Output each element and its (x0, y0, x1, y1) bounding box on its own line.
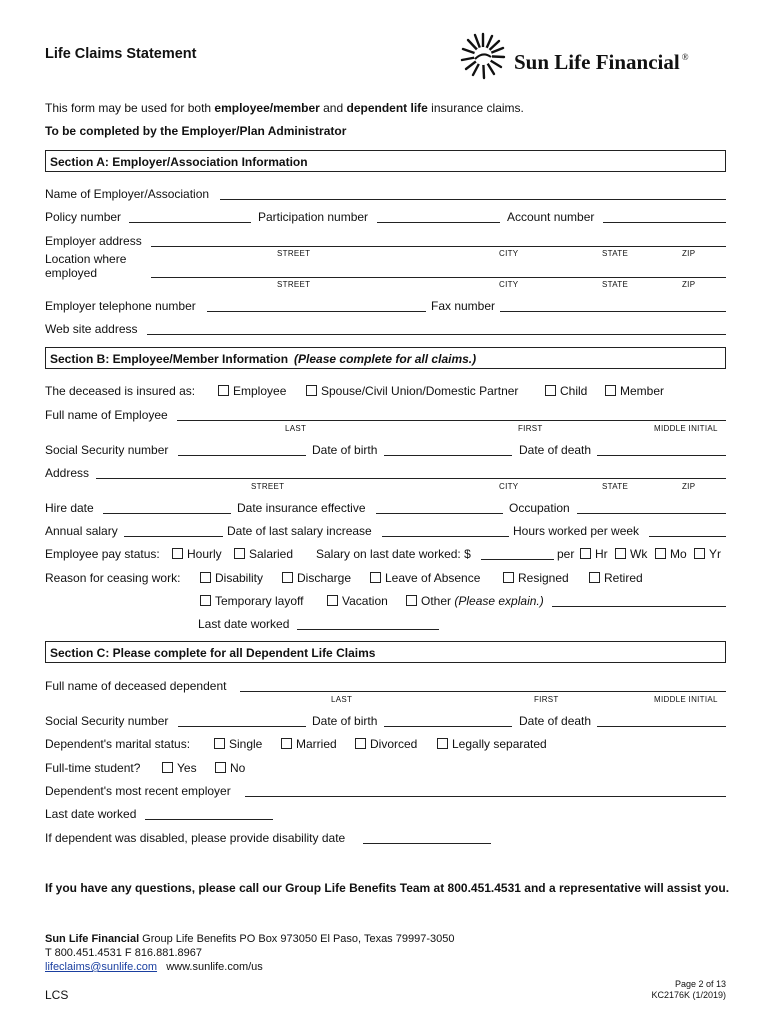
page-title: Life Claims Statement (45, 46, 197, 62)
last-caption: LAST (285, 424, 307, 433)
participation-number-field[interactable] (377, 222, 500, 223)
checkbox[interactable] (215, 762, 226, 773)
email-link[interactable]: lifeclaims@sunlife.com (45, 961, 158, 973)
location-label-line1: Location where (45, 252, 127, 266)
date-effective-field[interactable] (376, 513, 503, 514)
salaried-checkbox[interactable]: Salaried (234, 547, 293, 561)
other-explain-field[interactable] (552, 606, 726, 607)
employee-address-label: Address (45, 466, 90, 480)
hours-week-field[interactable] (649, 536, 726, 537)
employee-dod-label: Date of death (519, 443, 592, 457)
disability-checkbox[interactable]: Disability (200, 571, 263, 585)
dependent-employer-field[interactable] (245, 796, 726, 797)
section-c-header: Section C: Please complete for all Dependent Life Claims (45, 641, 726, 663)
reason-label: Reason for ceasing work: (45, 571, 181, 585)
checkbox[interactable] (503, 572, 514, 583)
vacation-checkbox[interactable]: Vacation (327, 594, 388, 608)
street-caption: STREET (277, 280, 311, 289)
checkbox[interactable] (406, 595, 417, 606)
student-no-checkbox[interactable]: No (215, 761, 245, 775)
last-caption: LAST (331, 695, 353, 704)
child-checkbox[interactable]: Child (545, 384, 587, 398)
street-caption: STREET (251, 482, 285, 491)
insured-as-label: The deceased is insured as: (45, 384, 196, 398)
per-hr-checkbox[interactable]: Hr (580, 547, 608, 561)
student-yes-checkbox[interactable]: Yes (162, 761, 197, 775)
retired-checkbox[interactable]: Retired (589, 571, 643, 585)
section-b-header: Section B: Employee/Member Information (Please complete for all claims.) (45, 347, 726, 369)
checkbox[interactable] (162, 762, 173, 773)
web-link[interactable]: www.sunlife.com/us (166, 961, 263, 973)
dependent-ssn-field[interactable] (178, 726, 306, 727)
dependent-last-worked-label: Last date worked (45, 807, 137, 821)
checkbox[interactable] (200, 572, 211, 583)
city-caption: CITY (499, 482, 519, 491)
checkbox[interactable] (370, 572, 381, 583)
dependent-name-label: Full name of deceased dependent (45, 679, 227, 693)
leave-checkbox[interactable]: Leave of Absence (370, 571, 480, 585)
divorced-checkbox[interactable]: Divorced (355, 737, 417, 751)
date-effective-label: Date insurance effective (237, 501, 366, 515)
page-number: Page 2 of 13 (674, 979, 726, 989)
checkbox[interactable] (234, 548, 245, 559)
per-wk-checkbox[interactable]: Wk (615, 547, 647, 561)
last-date-worked-field[interactable] (297, 629, 439, 630)
checkbox[interactable] (580, 548, 591, 559)
company-contact (45, 961, 263, 973)
spouse-checkbox[interactable]: Spouse/Civil Union/Domestic Partner (306, 384, 518, 398)
per-label: per (557, 547, 575, 561)
state-caption: STATE (602, 482, 629, 491)
checkbox[interactable] (218, 385, 229, 396)
temp-layoff-checkbox[interactable]: Temporary layoff (200, 594, 303, 608)
checkbox[interactable] (655, 548, 666, 559)
dependent-dod-field[interactable] (597, 726, 726, 727)
telephone-label: Employer telephone number (45, 299, 196, 313)
occupation-field[interactable] (577, 513, 726, 514)
middle-initial-caption: MIDDLE INITIAL (654, 695, 718, 704)
checkbox[interactable] (545, 385, 556, 396)
sun-icon (458, 30, 508, 82)
completed-by-heading: To be completed by the Employer/Plan Administrator (45, 124, 347, 138)
location-field[interactable] (151, 277, 726, 278)
fulltime-student-label: Full-time student? (45, 761, 141, 775)
employee-dod-field[interactable] (597, 455, 726, 456)
single-checkbox[interactable]: Single (214, 737, 262, 751)
checkbox[interactable] (282, 572, 293, 583)
zip-caption: ZIP (682, 482, 696, 491)
dependent-last-worked-field[interactable] (145, 819, 273, 820)
last-increase-field[interactable] (382, 536, 509, 537)
participation-number-label: Participation number (258, 210, 369, 224)
company-phone: T 800.451.4531 F 816.881.8967 (45, 947, 202, 959)
checkbox[interactable] (589, 572, 600, 583)
form-code: LCS (45, 988, 69, 1002)
last-increase-label: Date of last salary increase (227, 524, 372, 538)
state-caption: STATE (602, 280, 629, 289)
salary-last-label: Salary on last date worked: $ (316, 547, 471, 561)
employee-full-name-field[interactable] (177, 420, 726, 421)
checkbox[interactable] (355, 738, 366, 749)
per-mo-checkbox[interactable]: Mo (655, 547, 687, 561)
fax-label: Fax number (431, 299, 496, 313)
pay-status-label: Employee pay status: (45, 547, 160, 561)
dependent-dob-label: Date of birth (312, 714, 378, 728)
separated-checkbox[interactable]: Legally separated (437, 737, 547, 751)
dependent-ssn-label: Social Security number (45, 714, 169, 728)
hire-date-label: Hire date (45, 501, 94, 515)
resigned-checkbox[interactable]: Resigned (503, 571, 569, 585)
married-checkbox[interactable]: Married (281, 737, 337, 751)
employee-dob-field[interactable] (384, 455, 512, 456)
company-address: Sun Life Financial Group Life Benefits PO Box 973050 El Paso, Texas 79997-3050 (45, 933, 455, 945)
account-number-field[interactable] (603, 222, 726, 223)
per-yr-checkbox[interactable]: Yr (694, 547, 721, 561)
sun-life-logo (458, 30, 728, 82)
fax-field[interactable] (500, 311, 726, 312)
checkbox[interactable] (615, 548, 626, 559)
employer-address-field[interactable] (151, 246, 726, 247)
hourly-checkbox[interactable]: Hourly (172, 547, 222, 561)
telephone-field[interactable] (207, 311, 426, 312)
intro-text: This form may be used for both employee/member and dependent life insurance claims. (45, 101, 524, 115)
questions-notice: If you have any questions, please call our Group Life Benefits Team at 800.451.4531 and a representative will assist you. (45, 881, 730, 895)
section-a-header: Section A: Employer/Association Information (45, 150, 726, 172)
occupation-label: Occupation (509, 501, 570, 515)
employee-ssn-field[interactable] (178, 455, 306, 456)
form-id: KC2176K (1/2019) (651, 990, 726, 1000)
middle-initial-caption: MIDDLE INITIAL (654, 424, 718, 433)
city-caption: CITY (499, 249, 519, 258)
annual-salary-field[interactable] (124, 536, 223, 537)
brand-name: Sun Life Financial ® (514, 50, 689, 74)
dependent-employer-label: Dependent's most recent employer (45, 784, 231, 798)
first-caption: FIRST (534, 695, 559, 704)
checkbox[interactable] (694, 548, 705, 559)
employer-address-label: Employer address (45, 234, 142, 248)
member-checkbox[interactable]: Member (605, 384, 664, 398)
checkbox[interactable] (327, 595, 338, 606)
policy-number-field[interactable] (129, 222, 251, 223)
account-number-label: Account number (507, 210, 595, 224)
employer-name-field[interactable] (220, 199, 726, 200)
checkbox[interactable] (281, 738, 292, 749)
disability-date-label: If dependent was disabled, please provide disability date (45, 831, 346, 845)
checkbox[interactable] (200, 595, 211, 606)
checkbox[interactable] (306, 385, 317, 396)
dependent-dob-field[interactable] (384, 726, 512, 727)
website-label: Web site address (45, 322, 138, 336)
dependent-name-field[interactable] (240, 691, 726, 692)
annual-salary-label: Annual salary (45, 524, 118, 538)
checkbox[interactable] (214, 738, 225, 749)
city-caption: CITY (499, 280, 519, 289)
street-caption: STREET (277, 249, 311, 258)
employee-ssn-label: Social Security number (45, 443, 169, 457)
employee-checkbox[interactable]: Employee (218, 384, 286, 398)
location-label-line2: employed (45, 266, 98, 280)
website-field[interactable] (147, 334, 726, 335)
employer-name-label: Name of Employer/Association (45, 187, 210, 201)
first-caption: FIRST (518, 424, 543, 433)
hire-date-field[interactable] (103, 513, 231, 514)
employee-full-name-label: Full name of Employee (45, 408, 168, 422)
policy-number-label: Policy number (45, 210, 122, 224)
state-caption: STATE (602, 249, 629, 258)
employee-address-field[interactable] (96, 478, 726, 479)
salary-last-field[interactable] (481, 559, 554, 560)
employee-dob-label: Date of birth (312, 443, 378, 457)
last-date-worked-label: Last date worked (198, 617, 290, 631)
disability-date-field[interactable] (363, 843, 491, 844)
zip-caption: ZIP (682, 280, 696, 289)
checkbox[interactable] (172, 548, 183, 559)
hours-week-label: Hours worked per week (513, 524, 640, 538)
zip-caption: ZIP (682, 249, 696, 258)
other-checkbox[interactable]: Other (Please explain.) (406, 594, 544, 608)
discharge-checkbox[interactable]: Discharge (282, 571, 351, 585)
dependent-dod-label: Date of death (519, 714, 592, 728)
marital-status-label: Dependent's marital status: (45, 737, 191, 751)
checkbox[interactable] (605, 385, 616, 396)
checkbox[interactable] (437, 738, 448, 749)
